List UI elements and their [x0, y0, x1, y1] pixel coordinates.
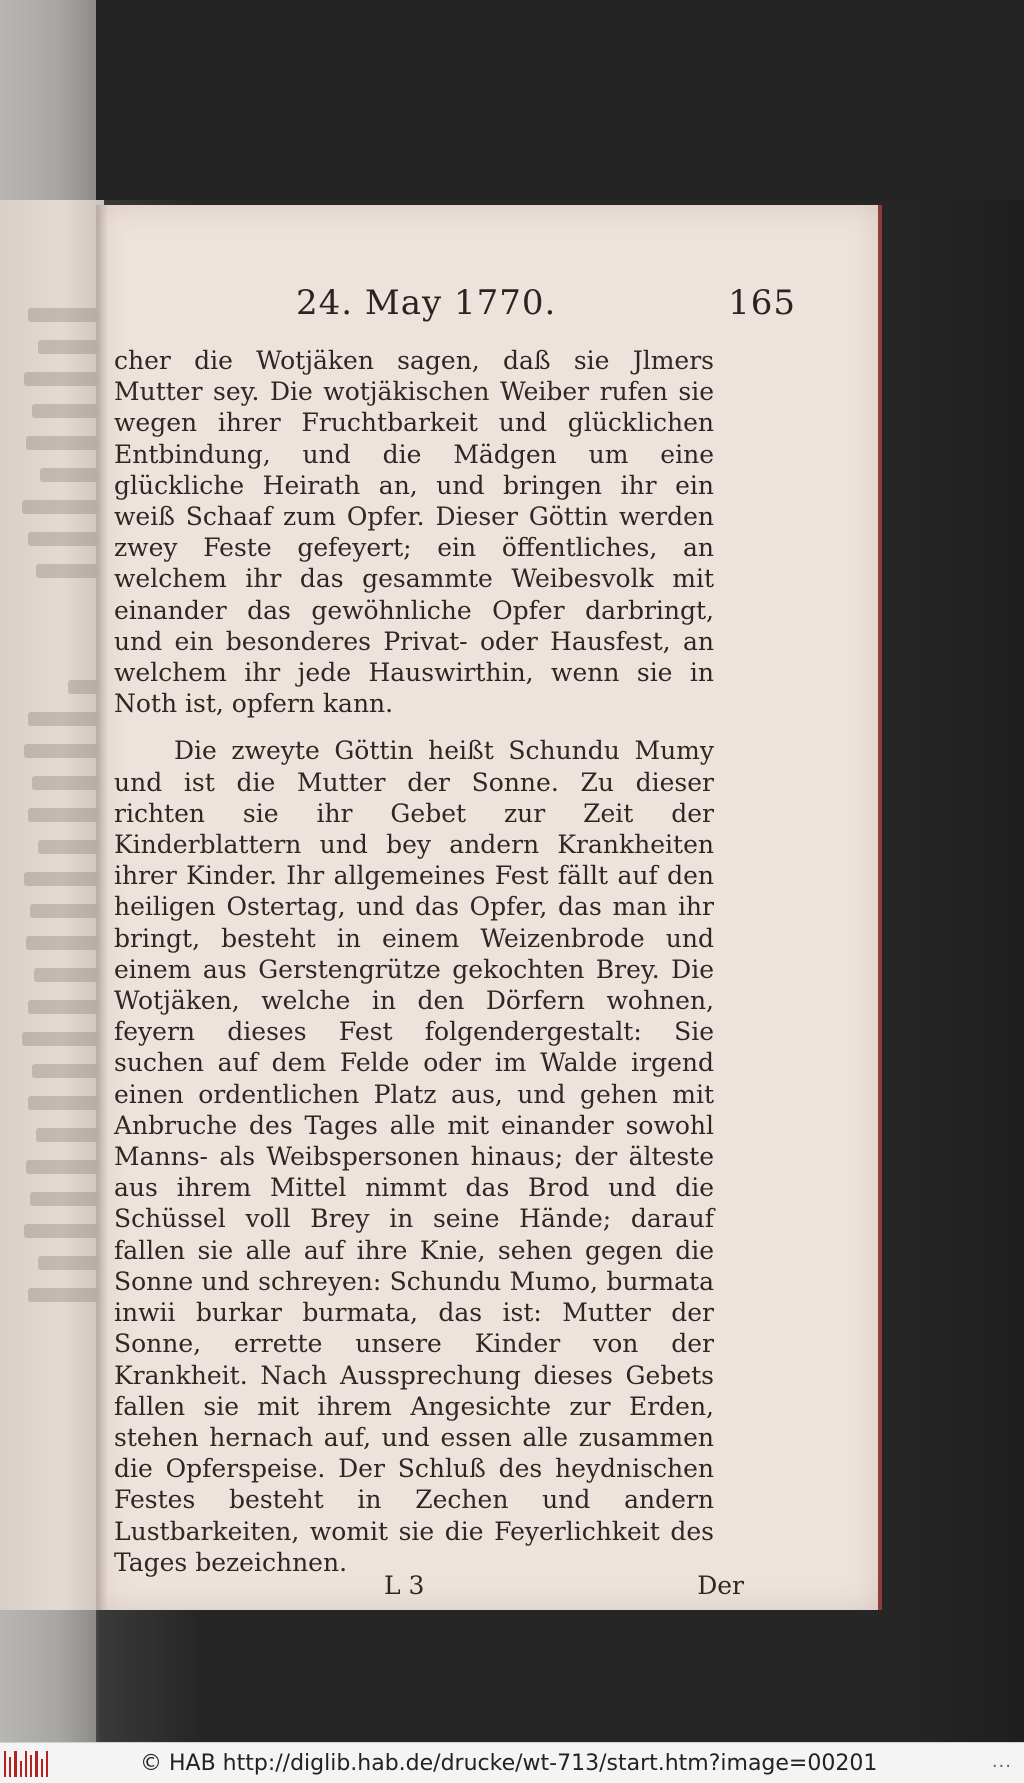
catchword: Der — [697, 1571, 744, 1600]
more-options-icon[interactable]: ... — [991, 1751, 1012, 1772]
running-head-title: 24. May 1770. — [296, 283, 557, 323]
hab-logo-icon — [4, 1749, 48, 1777]
running-head — [296, 283, 796, 327]
paragraph-2: Die zweyte Göttin heißt Schundu Mumy und ist die Mutter der Sonne. Zu dieser richten sie ihr Gebet zur Zeit der Kinderblattern und bey andern Krankheiten ihrer Kinder. Ihr allgemeines Fest fällt auf den heiligen Ostertag, und das Opfer, das man ihr bringt, besteht in einem Weizenbrode und einem aus Gerstengrütze gekochten Brey. Die Wotjäken, welche in den Dörfern wohnen, feyern dieses Fest folgendergestalt: Sie suchen auf dem Felde oder im Walde irgend einen ordentlichen Platz aus, und gehen mit Anbruche des Tages alle mit einander sowohl Manns- als Weibspersonen hinaus; der älteste aus ihrem Mittel nimmt das Brod und die Schüssel voll Brey in seine Hände; darauf fallen sie alle auf ihre Knie, sehen gegen die Sonne und schreyen: Schundu Mumo, burmata inwii burkar burmata, das ist: Mutter der Sonne, errette unsere Kinder von der Krankheit. Nach Aussprechung dieses Gebets fallen sie mit ihrem Angesichte zur Erden, stehen hernach auf, und essen alle zusammen die Opferspeise. Der Schluß des heydnischen Festes besteht in Zechen und andern Lustbarkeiten, womit sie die Feyerlichkeit des Tages bezeichnen. — [114, 736, 714, 1577]
gutter-shadow — [96, 205, 108, 1610]
viewer-footer-bar — [0, 1742, 1024, 1783]
previous-page-edge — [0, 200, 104, 1610]
paragraph-1: cher die Wotjäken sagen, daß sie Jlmers Mutter sey. Die wotjäkischen Weiber rufen sie wegen ihrer Fruchtbarkeit und glücklichen Entbindung, und die Mädgen um eine glückliche Heirath an, und bringen ihr ein weiß Schaaf zum Opfer. Dieser Göttin werden zwey Feste gefeyert; ein öffentliches, an welchem ihr das gesammte Weibesvolk mit einander das gewöhnliche Opfer darbringt, und ein besonderes Privat- oder Hausfest, an welchem ihr jede Hauswirthin, wenn sie in Noth ist, opfern kann. — [114, 346, 714, 719]
scan-top-background — [96, 0, 1024, 200]
book-page — [100, 205, 882, 1610]
page-footer — [114, 1570, 744, 1610]
page-number: 165 — [728, 283, 796, 323]
signature-mark: L 3 — [384, 1571, 425, 1600]
page-text — [114, 345, 744, 1600]
copyright-link[interactable]: © HAB http://diglib.hab.de/drucke/wt-713/start.htm?image=00201 — [140, 1751, 878, 1776]
